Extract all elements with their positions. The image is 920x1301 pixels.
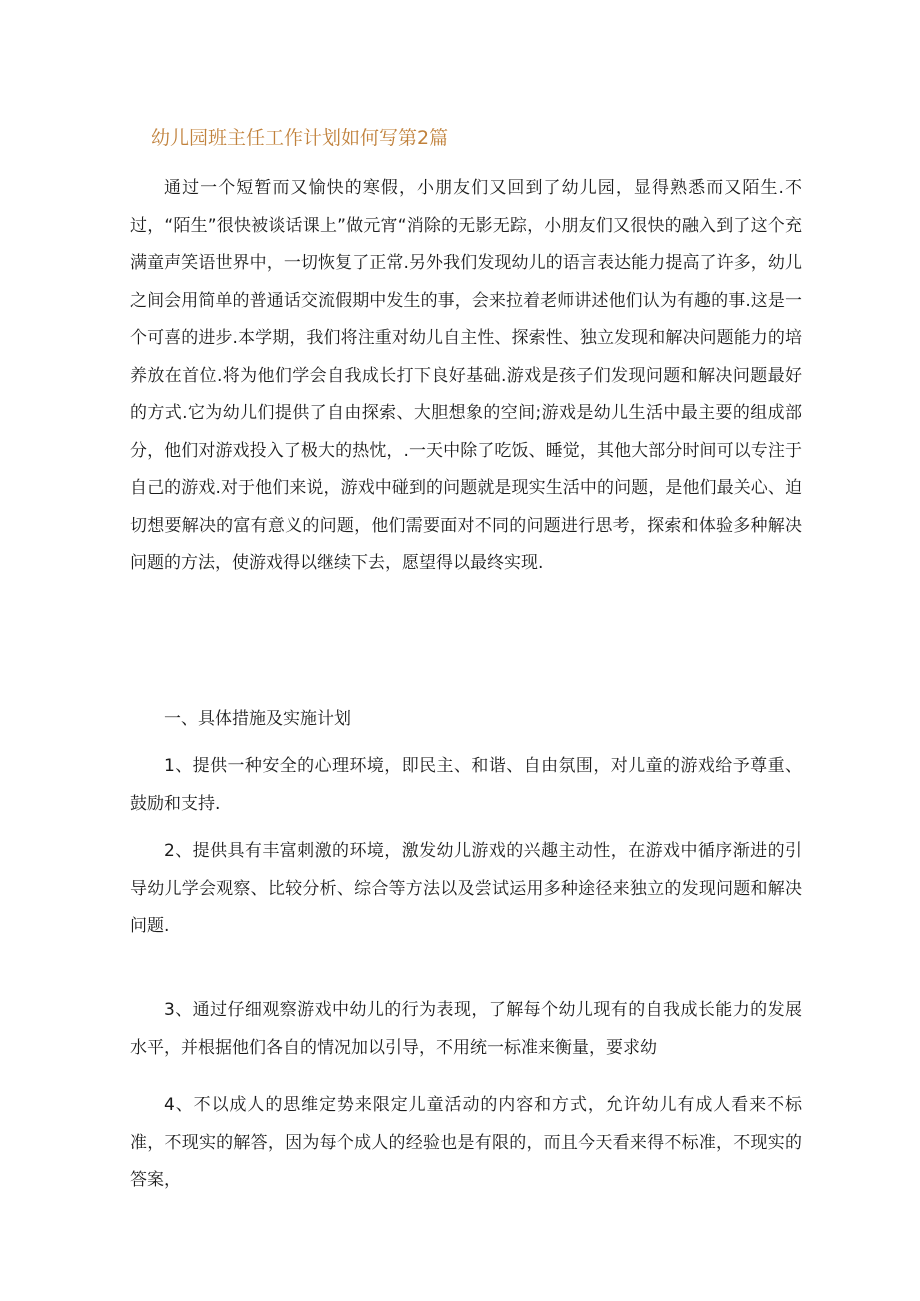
list-item-4: 4、不以成人的思维定势来限定儿童活动的内容和方式，允许幼儿有成人看来不标准，不现实的解答，因为每个成人的经验也是有限的，而且今天看来得不标准，不现实的答案， (130, 1095, 802, 1190)
intro-paragraph: 通过一个短暂而又愉快的寒假，小朋友们又回到了幼儿园，显得熟悉而又陌生.不过，“陌生”很快被谈话课上”做元宵“消除的无影无踪，小朋友们又很快的融入到了这个充满童声笑语世界中，一切恢复了正常.另外我们发现幼儿的语言表达能力提高了许多，幼儿之间会用简单的普通话交流假期中发生的事，会来拉着老师讲述他们认为有趣的事.这是一个可喜的进步.本学期，我们将注重对幼儿自主性、探索性、独立发现和解决问题能力的培养放在首位.将为他们学会自我成长打下良好基础.游戏是孩子们发现问题和解决问题最好的方式.它为幼儿们提供了自由探索、大胆想象的空间;游戏是幼儿生活中最主要的组成部分，他们对游戏投入了极大的热忱，.一天中除了吃饭、睡觉，其他大部分时间可以专注于自己的游戏.对于他们来说，游戏中碰到的问题就是现实生活中的问题，是他们最关心、迫切想要解决的富有意义的问题，他们需要面对不同的问题进行思考，探索和体验多种解决问题的方法，使游戏得以继续下去，愿望得以最终实现. (130, 178, 802, 573)
document-title: 幼儿园班主任工作计划如何写第2篇 (151, 127, 449, 149)
list-item-1: 1、提供一种安全的心理环境，即民主、和谐、自由氛围，对儿童的游戏给予尊重、鼓励和支持. (130, 756, 802, 814)
list-item-3: 3、通过仔细观察游戏中幼儿的行为表现，了解每个幼儿现有的自我成长能力的发展水平，并根据他们各自的情况加以引导，不用统一标准来衡量，要求幼 (130, 1000, 802, 1058)
section-heading: 一、具体措施及实施计划 (164, 709, 351, 729)
list-item-2: 2、提供具有丰富刺激的环境，激发幼儿游戏的兴趣主动性，在游戏中循序渐进的引导幼儿学会观察、比较分析、综合等方法以及尝试运用多种途径来独立的发现问题和解决问题. (130, 841, 802, 936)
